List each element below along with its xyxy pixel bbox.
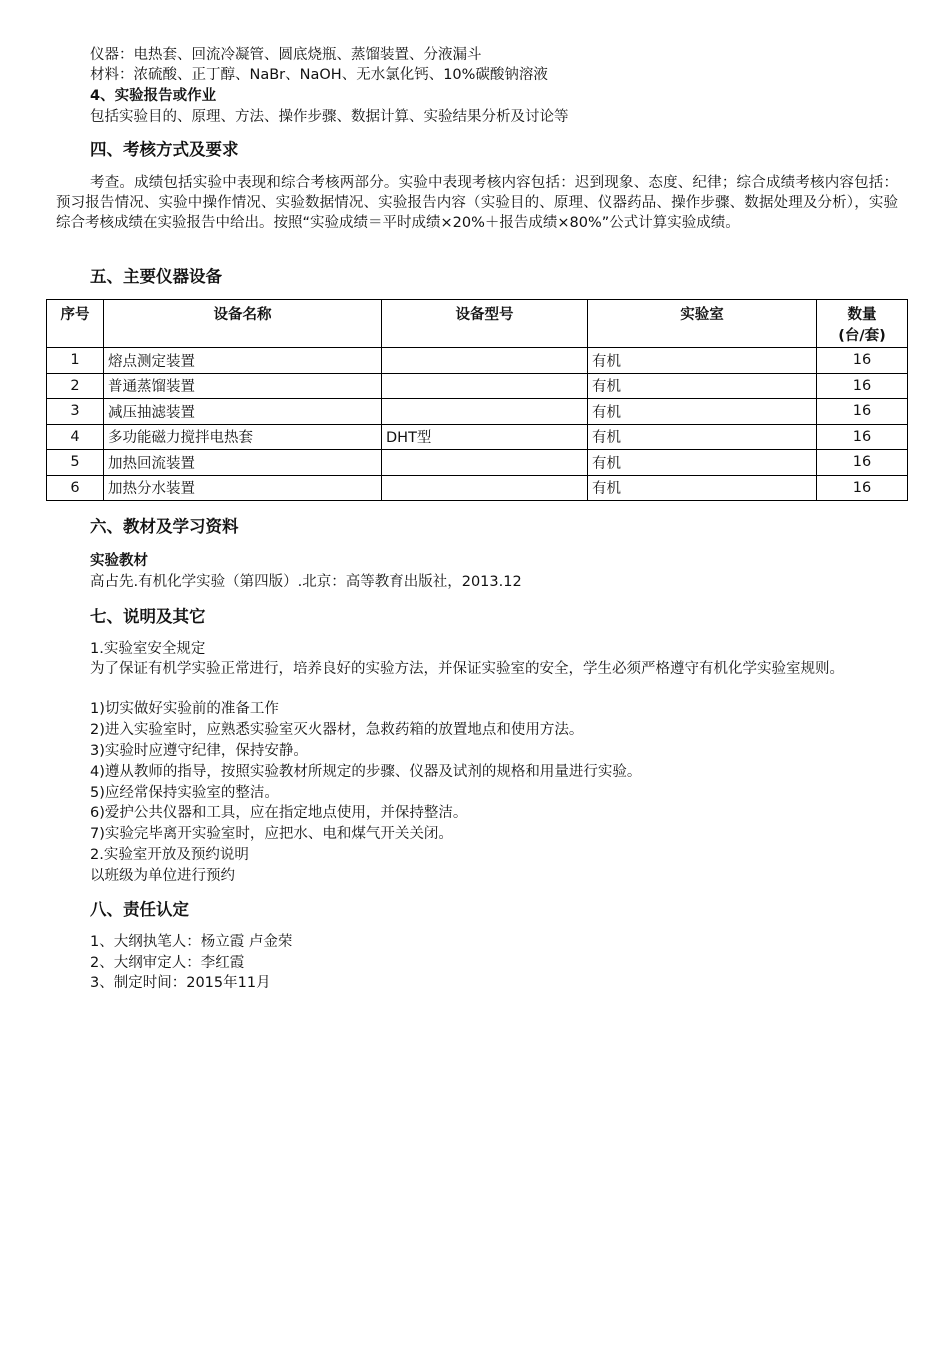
table-row — [47, 475, 908, 501]
header-no: 序号 — [47, 300, 104, 348]
table-row — [47, 399, 908, 425]
cell-model — [382, 373, 588, 399]
table-row — [47, 424, 908, 450]
header-model: 设备型号 — [382, 300, 588, 348]
cell-qty: 16 — [817, 424, 908, 450]
rule-item: 7)实验完毕离开实验室时，应把水、电和煤气开关关闭。 — [90, 826, 453, 842]
cell-no: 1 — [47, 348, 104, 374]
booking-text: 以班级为单位进行预约 — [90, 868, 235, 884]
textbook-citation: 高占先.有机化学实验（第四版）.北京：高等教育出版社，2013.12 — [90, 574, 522, 590]
cell-lab: 有机 — [588, 475, 817, 501]
cell-qty: 16 — [817, 450, 908, 476]
textbook-subheading: 实验教材 — [90, 553, 148, 569]
booking-title: 2.实验室开放及预约说明 — [90, 847, 249, 863]
header-lab: 实验室 — [588, 300, 817, 348]
cell-name: 加热分水装置 — [104, 475, 382, 501]
safety-intro: 为了保证有机学实验正常进行，培养良好的实验方法，并保证实验室的安全，学生必须严格遵守有机化学实验室规则。 — [90, 661, 844, 677]
section6-heading: 六、教材及学习资料 — [90, 517, 239, 536]
instruments-line: 仪器：电热套、回流冷凝管、圆底烧瓶、蒸馏装置、分液漏斗 — [90, 47, 482, 63]
safety-rules-title: 1.实验室安全规定 — [90, 641, 206, 657]
cell-lab: 有机 — [588, 373, 817, 399]
header-qty-unit: (台/套) — [838, 328, 886, 344]
cell-name: 多功能磁力搅拌电热套 — [104, 424, 382, 450]
cell-model — [382, 450, 588, 476]
cell-model — [382, 348, 588, 374]
section7-heading: 七、说明及其它 — [90, 607, 206, 626]
header-name: 设备名称 — [104, 300, 382, 348]
cell-name: 普通蒸馏装置 — [104, 373, 382, 399]
cell-qty: 16 — [817, 373, 908, 399]
equipment-table — [46, 299, 908, 501]
report-text: 包括实验目的、原理、方法、操作步骤、数据计算、实验结果分析及讨论等 — [90, 109, 569, 125]
cell-name: 加热回流装置 — [104, 450, 382, 476]
cell-name: 减压抽滤装置 — [104, 399, 382, 425]
cell-model — [382, 399, 588, 425]
cell-name: 熔点测定装置 — [104, 348, 382, 374]
responsibility-line: 3、制定时间：2015年11月 — [90, 975, 271, 991]
cell-lab: 有机 — [588, 424, 817, 450]
table-header-row — [47, 300, 908, 348]
section8-heading: 八、责任认定 — [90, 900, 189, 919]
cell-qty: 16 — [817, 475, 908, 501]
rule-item: 2)进入实验室时，应熟悉实验室灭火器材，急救药箱的放置地点和使用方法。 — [90, 722, 584, 738]
section4-heading: 四、考核方式及要求 — [90, 140, 239, 159]
rule-item: 1)切实做好实验前的准备工作 — [90, 701, 279, 717]
table-row — [47, 348, 908, 374]
report-heading: 4、实验报告或作业 — [90, 88, 217, 104]
assessment-paragraph: 考查。成绩包括实验中表现和综合考核两部分。实验中表现考核内容包括：迟到现象、态度、纪律；综合成绩考核内容包括：预习报告情况、实验中操作情况、实验数据情况、实验报告内容（实验目的、原理、仪器药品、操作步骤、数据处理及分析），实验综合考核成绩在实验报告中给出。按照“实验成绩＝平时成绩×20%＋报告成绩×80%”公式计算实验成绩。 — [56, 175, 898, 232]
cell-lab: 有机 — [588, 450, 817, 476]
responsibility-line: 1、大纲执笔人：杨立霞 卢金荣 — [90, 934, 293, 950]
responsibility-line: 2、大纲审定人：李红霞 — [90, 955, 245, 971]
materials-line: 材料：浓硫酸、正丁醇、NaBr、NaOH、无水氯化钙、10%碳酸钠溶液 — [90, 67, 548, 83]
rule-item: 5)应经常保持实验室的整洁。 — [90, 785, 279, 801]
cell-qty: 16 — [817, 399, 908, 425]
cell-model — [382, 475, 588, 501]
rule-item: 6)爱护公共仪器和工具，应在指定地点使用，并保持整洁。 — [90, 805, 468, 821]
cell-no: 6 — [47, 475, 104, 501]
cell-model: DHT型 — [382, 424, 588, 450]
table-row — [47, 450, 908, 476]
cell-lab: 有机 — [588, 399, 817, 425]
table-row — [47, 373, 908, 399]
cell-lab: 有机 — [588, 348, 817, 374]
header-qty-label: 数量 — [847, 307, 877, 323]
header-qty — [817, 300, 908, 348]
cell-no: 5 — [47, 450, 104, 476]
cell-no: 2 — [47, 373, 104, 399]
section5-heading: 五、主要仪器设备 — [90, 267, 222, 286]
cell-no: 3 — [47, 399, 104, 425]
cell-qty: 16 — [817, 348, 908, 374]
cell-no: 4 — [47, 424, 104, 450]
rule-item: 3)实验时应遵守纪律，保持安静。 — [90, 743, 308, 759]
rule-item: 4)遵从教师的指导，按照实验教材所规定的步骤、仪器及试剂的规格和用量进行实验。 — [90, 764, 642, 780]
